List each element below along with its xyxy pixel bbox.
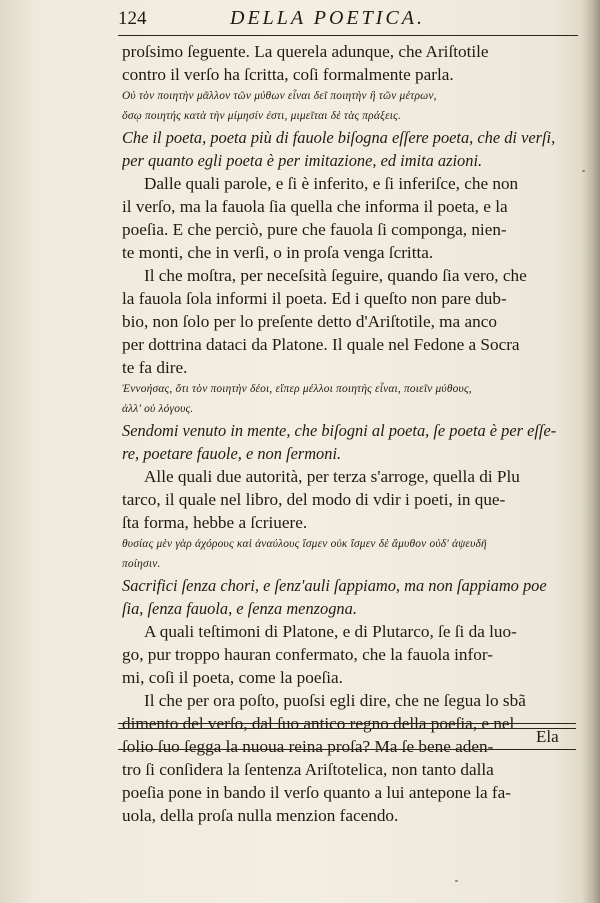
text-line: bio, non ſolo per lo preſente detto d'Ariſtotile, ma anco bbox=[122, 312, 497, 331]
translation-line: Sendomi venuto in mente, che biſogni al poeta, ſe poeta è per eſſe- bbox=[122, 421, 557, 440]
text-line: uola, della proſa nulla menzion facendo. bbox=[122, 806, 399, 825]
text-line: dimento del verſo, dal ſuo antico regno della poeſia, e nel bbox=[122, 714, 515, 733]
text-line: go, pur troppo hauran confermato, che la fauola infor- bbox=[122, 645, 493, 664]
text-line: poeſia pone in bando il verſo quanto a lui antepone la fa- bbox=[122, 783, 511, 802]
page-edge-shadow bbox=[582, 0, 600, 903]
text-line: ſta forma, hebbe a ſcriuere. bbox=[122, 513, 308, 532]
text-line: Il che moſtra, per neceſsità ſeguire, quando ſia vero, che bbox=[144, 266, 527, 285]
greek-quote-line: Οὐ τὸν ποιητὴν μᾶλλον τῶν μύθων εἶναι δεῖ ποιητὴν ἢ τῶν μέτρων, bbox=[122, 90, 437, 102]
text-line: poeſia. E che perciò, pure che fauola ſi componga, nien- bbox=[122, 220, 507, 239]
text-line: proſsimo ſeguente. La querela adunque, che Ariſtotile bbox=[122, 42, 489, 61]
text-line: tro ſi conſidera la ſentenza Ariſtotelica, non tanto dalla bbox=[122, 760, 494, 779]
text-line: ſolio ſuo ſegga la nuoua reina proſa? Ma ſe bene aden- bbox=[122, 737, 494, 756]
translation-line: Che il poeta, poeta più di fauole biſogna eſſere poeta, che di verſi, bbox=[122, 128, 556, 147]
greek-quote-line: ἀλλ' οὐ λόγους. bbox=[122, 403, 194, 415]
text-line: te monti, che in verſi, o in proſa venga ſcritta. bbox=[122, 243, 434, 262]
text-line: tarco, il quale nel libro, del modo di vdir i poeti, in que- bbox=[122, 490, 506, 509]
translation-line: ſia, ſenza fauola, e ſenza menzogna. bbox=[122, 599, 357, 618]
translation-line: re, poetare fauole, e non ſermoni. bbox=[122, 444, 342, 463]
greek-quote-line: θυσίας μὲν γὰρ ἀχόρους καὶ ἀναύλους ἴσμεν οὐκ ἴσμεν δὲ ἄμυθον οὐδ' ἀψευδῆ bbox=[122, 538, 487, 550]
text-line: il verſo, ma la fauola ſia quella che informa il poeta, e la bbox=[122, 197, 508, 216]
running-head: DELLA POETICA. bbox=[230, 7, 425, 29]
text-line: te fa dire. bbox=[122, 358, 188, 377]
paper-speck bbox=[455, 880, 458, 882]
text-line: contro il verſo ha ſcritta, coſi formalmente parla. bbox=[122, 65, 454, 84]
text-line: A quali teſtimoni di Platone, e di Plutarco, ſe ſi da luo- bbox=[144, 622, 517, 641]
text-line: Il che per ora poſto, puoſsi egli dire, che ne ſegua lo sbã bbox=[144, 691, 526, 710]
text-line: Dalle quali parole, e ſi è inferito, e ſi inferiſce, che non bbox=[144, 174, 519, 193]
greek-quote-line: ὅσῳ ποιητής κατὰ τὴν μίμησίν ἐστι, μιμεῖται δὲ τὰς πράξεις. bbox=[122, 110, 402, 122]
catchword: Ela bbox=[536, 727, 559, 746]
translation-line: Sacrifici ſenza chori, e ſenz'auli ſappiamo, ma non ſappiamo poe bbox=[122, 576, 547, 595]
text-line: mi, coſi il poeta, come la poeſia. bbox=[122, 668, 343, 687]
body-text bbox=[122, 40, 574, 827]
text-line: la fauola ſola informi il poeta. Ed i queſto non pare dub- bbox=[122, 289, 507, 308]
greek-quote-line: Ἐννοήσας, ὅτι τὸν ποιητὴν δέοι, εἴπερ μέλλοι ποιητὴς εἶναι, ποιεῖν μύθους, bbox=[122, 383, 472, 395]
page-number: 124 bbox=[118, 8, 147, 29]
paper-speck bbox=[582, 170, 585, 172]
text-line: Alle quali due autorità, per terza s'arroge, quella di Plu bbox=[144, 467, 520, 486]
page-header bbox=[118, 6, 576, 32]
translation-line: per quanto egli poeta è per imitazione, ed imita azioni. bbox=[122, 151, 483, 170]
header-rule bbox=[118, 35, 578, 36]
footer-double-rule bbox=[118, 723, 576, 729]
greek-quote-line: ποίησιν. bbox=[122, 558, 161, 570]
footer-rule bbox=[118, 749, 576, 750]
text-line: per dottrina dataci da Platone. Il quale nel Fedone a Socra bbox=[122, 335, 520, 354]
